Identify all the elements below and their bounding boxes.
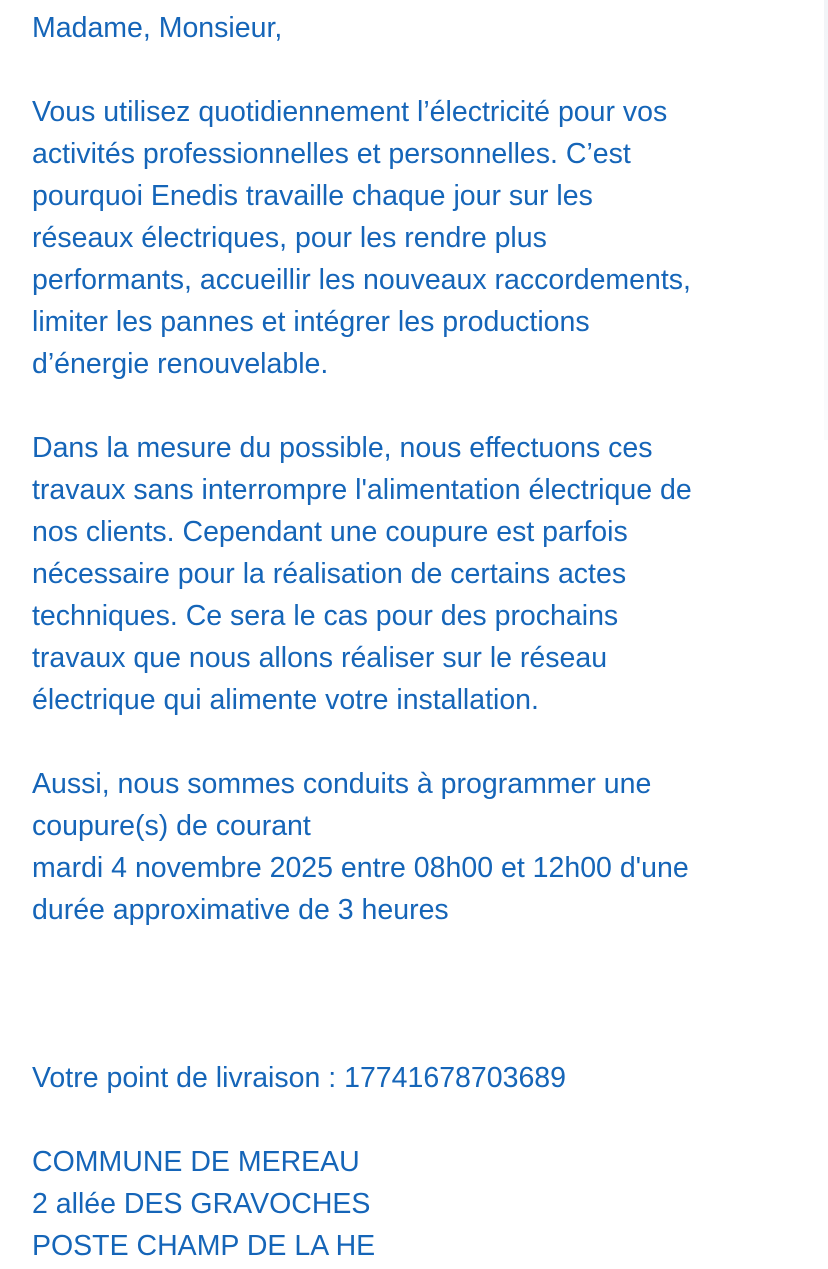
paragraph-line: électrique qui alimente votre installation. (32, 684, 539, 716)
spacer (32, 931, 812, 1057)
paragraph-line: techniques. Ce sera le cas pour des prochains (32, 600, 619, 632)
address-line: COMMUNE DE MEREAU (32, 1146, 360, 1178)
address-line: POSTE CHAMP DE LA HE (32, 1230, 376, 1262)
outage-duration-line: durée approximative de 3 heures (32, 894, 449, 926)
greeting (32, 7, 812, 49)
paragraph-line: réseaux électriques, pour les rendre plus (32, 222, 547, 254)
address-line: 2 allée DES GRAVOCHES (32, 1188, 371, 1220)
paragraph-line: Aussi, nous sommes conduits à programmer une (32, 768, 652, 800)
paragraph-line: nécessaire pour la réalisation de certains actes (32, 558, 627, 590)
paragraph-works (32, 427, 812, 721)
paragraph-line: travaux sans interrompre l'alimentation électrique de (32, 474, 692, 506)
paragraph-line: coupure(s) de courant (32, 810, 311, 842)
scroll-edge (824, 0, 828, 440)
paragraph-line: d’énergie renouvelable. (32, 348, 329, 380)
paragraph-line: limiter les pannes et intégrer les productions (32, 306, 590, 338)
paragraph-line: activités professionnelles et personnelles. C’est (32, 138, 631, 170)
paragraph-line: Vous utilisez quotidiennement l’électricité pour vos (32, 96, 668, 128)
paragraph-line: Dans la mesure du possible, nous effectuons ces (32, 432, 653, 464)
paragraph-line: nos clients. Cependant une coupure est parfois (32, 516, 628, 548)
outage-date-line: mardi 4 novembre 2025 entre 08h00 et 12h00 d'une (32, 852, 689, 884)
delivery-point (32, 1057, 812, 1099)
letter-body (32, 7, 812, 1267)
delivery-point-line: Votre point de livraison : 17741678703689 (32, 1062, 566, 1094)
paragraph-line: pourquoi Enedis travaille chaque jour sur les (32, 180, 593, 212)
paragraph-line: performants, accueillir les nouveaux raccordements, (32, 264, 691, 296)
paragraph-line: travaux que nous allons réaliser sur le réseau (32, 642, 608, 674)
paragraph-intro (32, 91, 812, 385)
greeting-line: Madame, Monsieur, (32, 12, 283, 44)
paragraph-outage (32, 763, 812, 931)
address-block (32, 1141, 812, 1267)
